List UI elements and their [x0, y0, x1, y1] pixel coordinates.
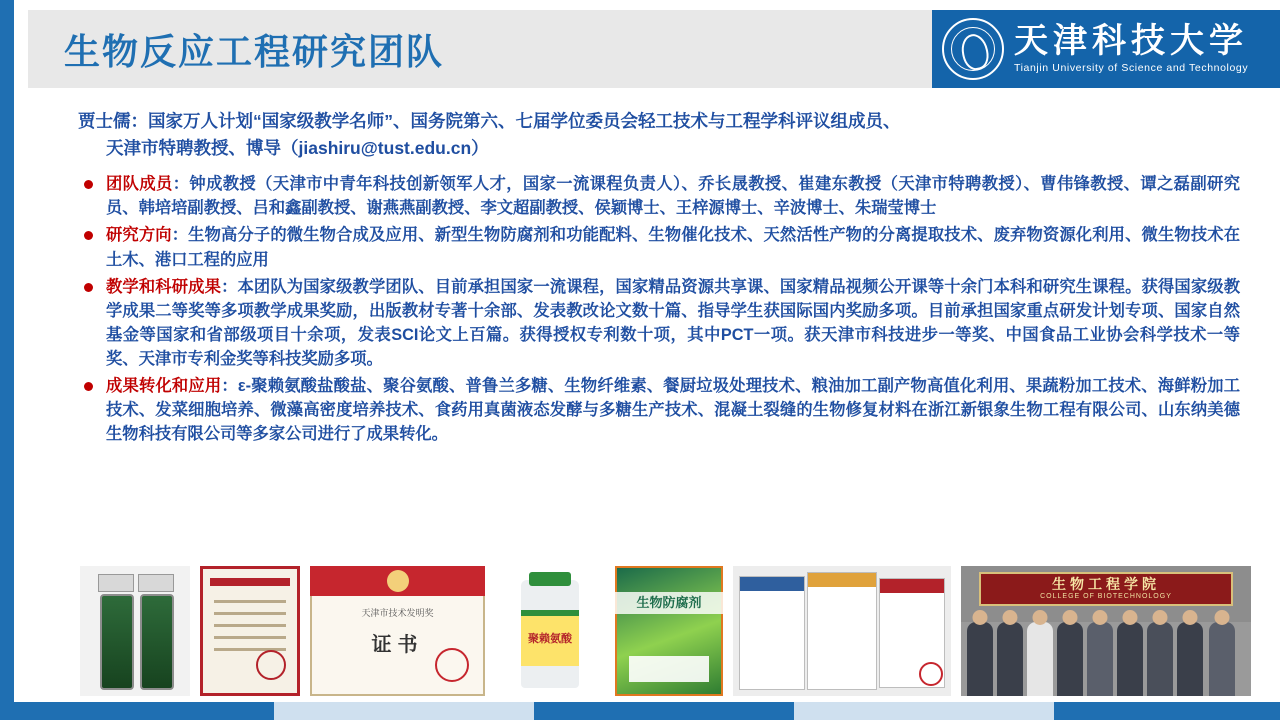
footer-segment	[14, 702, 274, 720]
certificate-title: 证书	[371, 634, 424, 656]
list-item	[80, 275, 1240, 371]
list-item	[80, 374, 1240, 446]
official-seal-icon	[435, 648, 469, 682]
college-sign-cn: 生物工程学院	[1052, 576, 1160, 592]
official-seal-icon	[256, 650, 286, 680]
national-emblem-icon	[387, 570, 409, 592]
team-group-photo	[961, 566, 1251, 696]
footer-segment	[1054, 702, 1280, 720]
university-emblem-icon	[942, 18, 1004, 80]
bullet-list	[28, 172, 1280, 446]
journal-papers-photo	[733, 566, 951, 696]
book-title-text: 生物防腐剂	[636, 595, 702, 610]
official-seal-icon	[919, 662, 943, 686]
university-logo-text	[1014, 24, 1248, 74]
lead-line-2: 天津市特聘教授、博导（jiashiru@tust.edu.cn）	[106, 138, 489, 159]
book-cover-photo	[615, 566, 723, 696]
bullet-label: 研究方向	[106, 226, 172, 245]
bullet-label: 成果转化和应用	[106, 377, 222, 396]
university-name-en: Tianjin University of Science and Technology	[1014, 61, 1249, 74]
list-item	[80, 223, 1240, 271]
bullet-label: 团队成员	[106, 175, 173, 194]
slide-footer	[14, 702, 1280, 720]
bullet-text: ：本团队为国家级教学团队、目前承担国家一流课程，国家精品资源共享课、国家精品视频公开课等十余门本科和研究生课程。获得国家级教学成果二等奖等多项教学成果奖励，出版教材专著十余部、发表教改论文数十篇、指导学生获国际国内奖励多项。目前承担国家重点研发计划专项、国家自然基金等国家和省部级项目十余项，发表SCI论文上百篇。获得授权专利数十项，其中PCT一项。获天津市科技进步一等奖、中国食品工业协会科学技术一等奖、天津市专利金奖等科技奖励多项。	[106, 277, 1240, 369]
bullet-text: ：ε-聚赖氨酸盐酸盐、聚谷氨酸、普鲁兰多糖、生物纤维素、餐厨垃圾处理技术、粮油加工副产物高值化利用、果蔬粉加工技术、海鲜粉加工技术、发菜细胞培养、微藻高密度培养技术、食药用真菌液态发酵与多糖生产技术、混凝土裂缝的生物修复材料在浙江新银象生物工程有限公司、山东纳美德生物科技有限公司等多家公司进行了成果转化。	[106, 377, 1240, 444]
slide-content	[28, 96, 1280, 449]
award-certificate-photo	[200, 566, 300, 696]
slide-header	[28, 10, 1280, 88]
certificate-subtitle: 天津市技术发明奖	[361, 608, 434, 618]
university-name-cn: 天津科技大学	[1014, 22, 1248, 61]
patent-certificate-photo	[310, 566, 485, 696]
bullet-label: 教学和科研成果	[106, 277, 222, 296]
product-label-text: 聚赖氨酸	[528, 633, 572, 645]
college-sign-en: COLLEGE OF BIOTECHNOLOGY	[1040, 593, 1172, 600]
page-title: 生物反应工程研究团队	[64, 31, 445, 72]
lead-paragraph	[28, 96, 1280, 162]
footer-segment	[274, 702, 534, 720]
product-bottle-photo	[495, 566, 605, 696]
photobioreactor-photo	[80, 566, 190, 696]
bullet-text: ：生物高分子的微生物合成及应用、新型生物防腐剂和功能配料、生物催化技术、天然活性产物的分离提取技术、废弃物资源化利用、微生物技术在土木、港口工程的应用	[106, 226, 1240, 269]
lead-line-1: 贾士儒：国家万人计划“国家级教学名师”、国务院第六、七届学位委员会轻工技术与工程学科评议组成员、	[78, 111, 901, 131]
footer-segment	[794, 702, 1054, 720]
bullet-text: ：钟成教授（天津市中青年科技创新领军人才，国家一流课程负责人）、乔长晟教授、崔建东教授（天津市特聘教授）、曹伟锋教授、谭之磊副研究员、韩培培副教授、吕和鑫副教授、谢燕燕副教授、李文超副教授、侯颖博士、王梓源博士、辛波博士、朱瑞莹博士	[106, 175, 1240, 218]
footer-segment	[534, 702, 794, 720]
list-item	[80, 172, 1240, 220]
image-strip	[80, 566, 1272, 696]
university-logo	[932, 10, 1280, 88]
